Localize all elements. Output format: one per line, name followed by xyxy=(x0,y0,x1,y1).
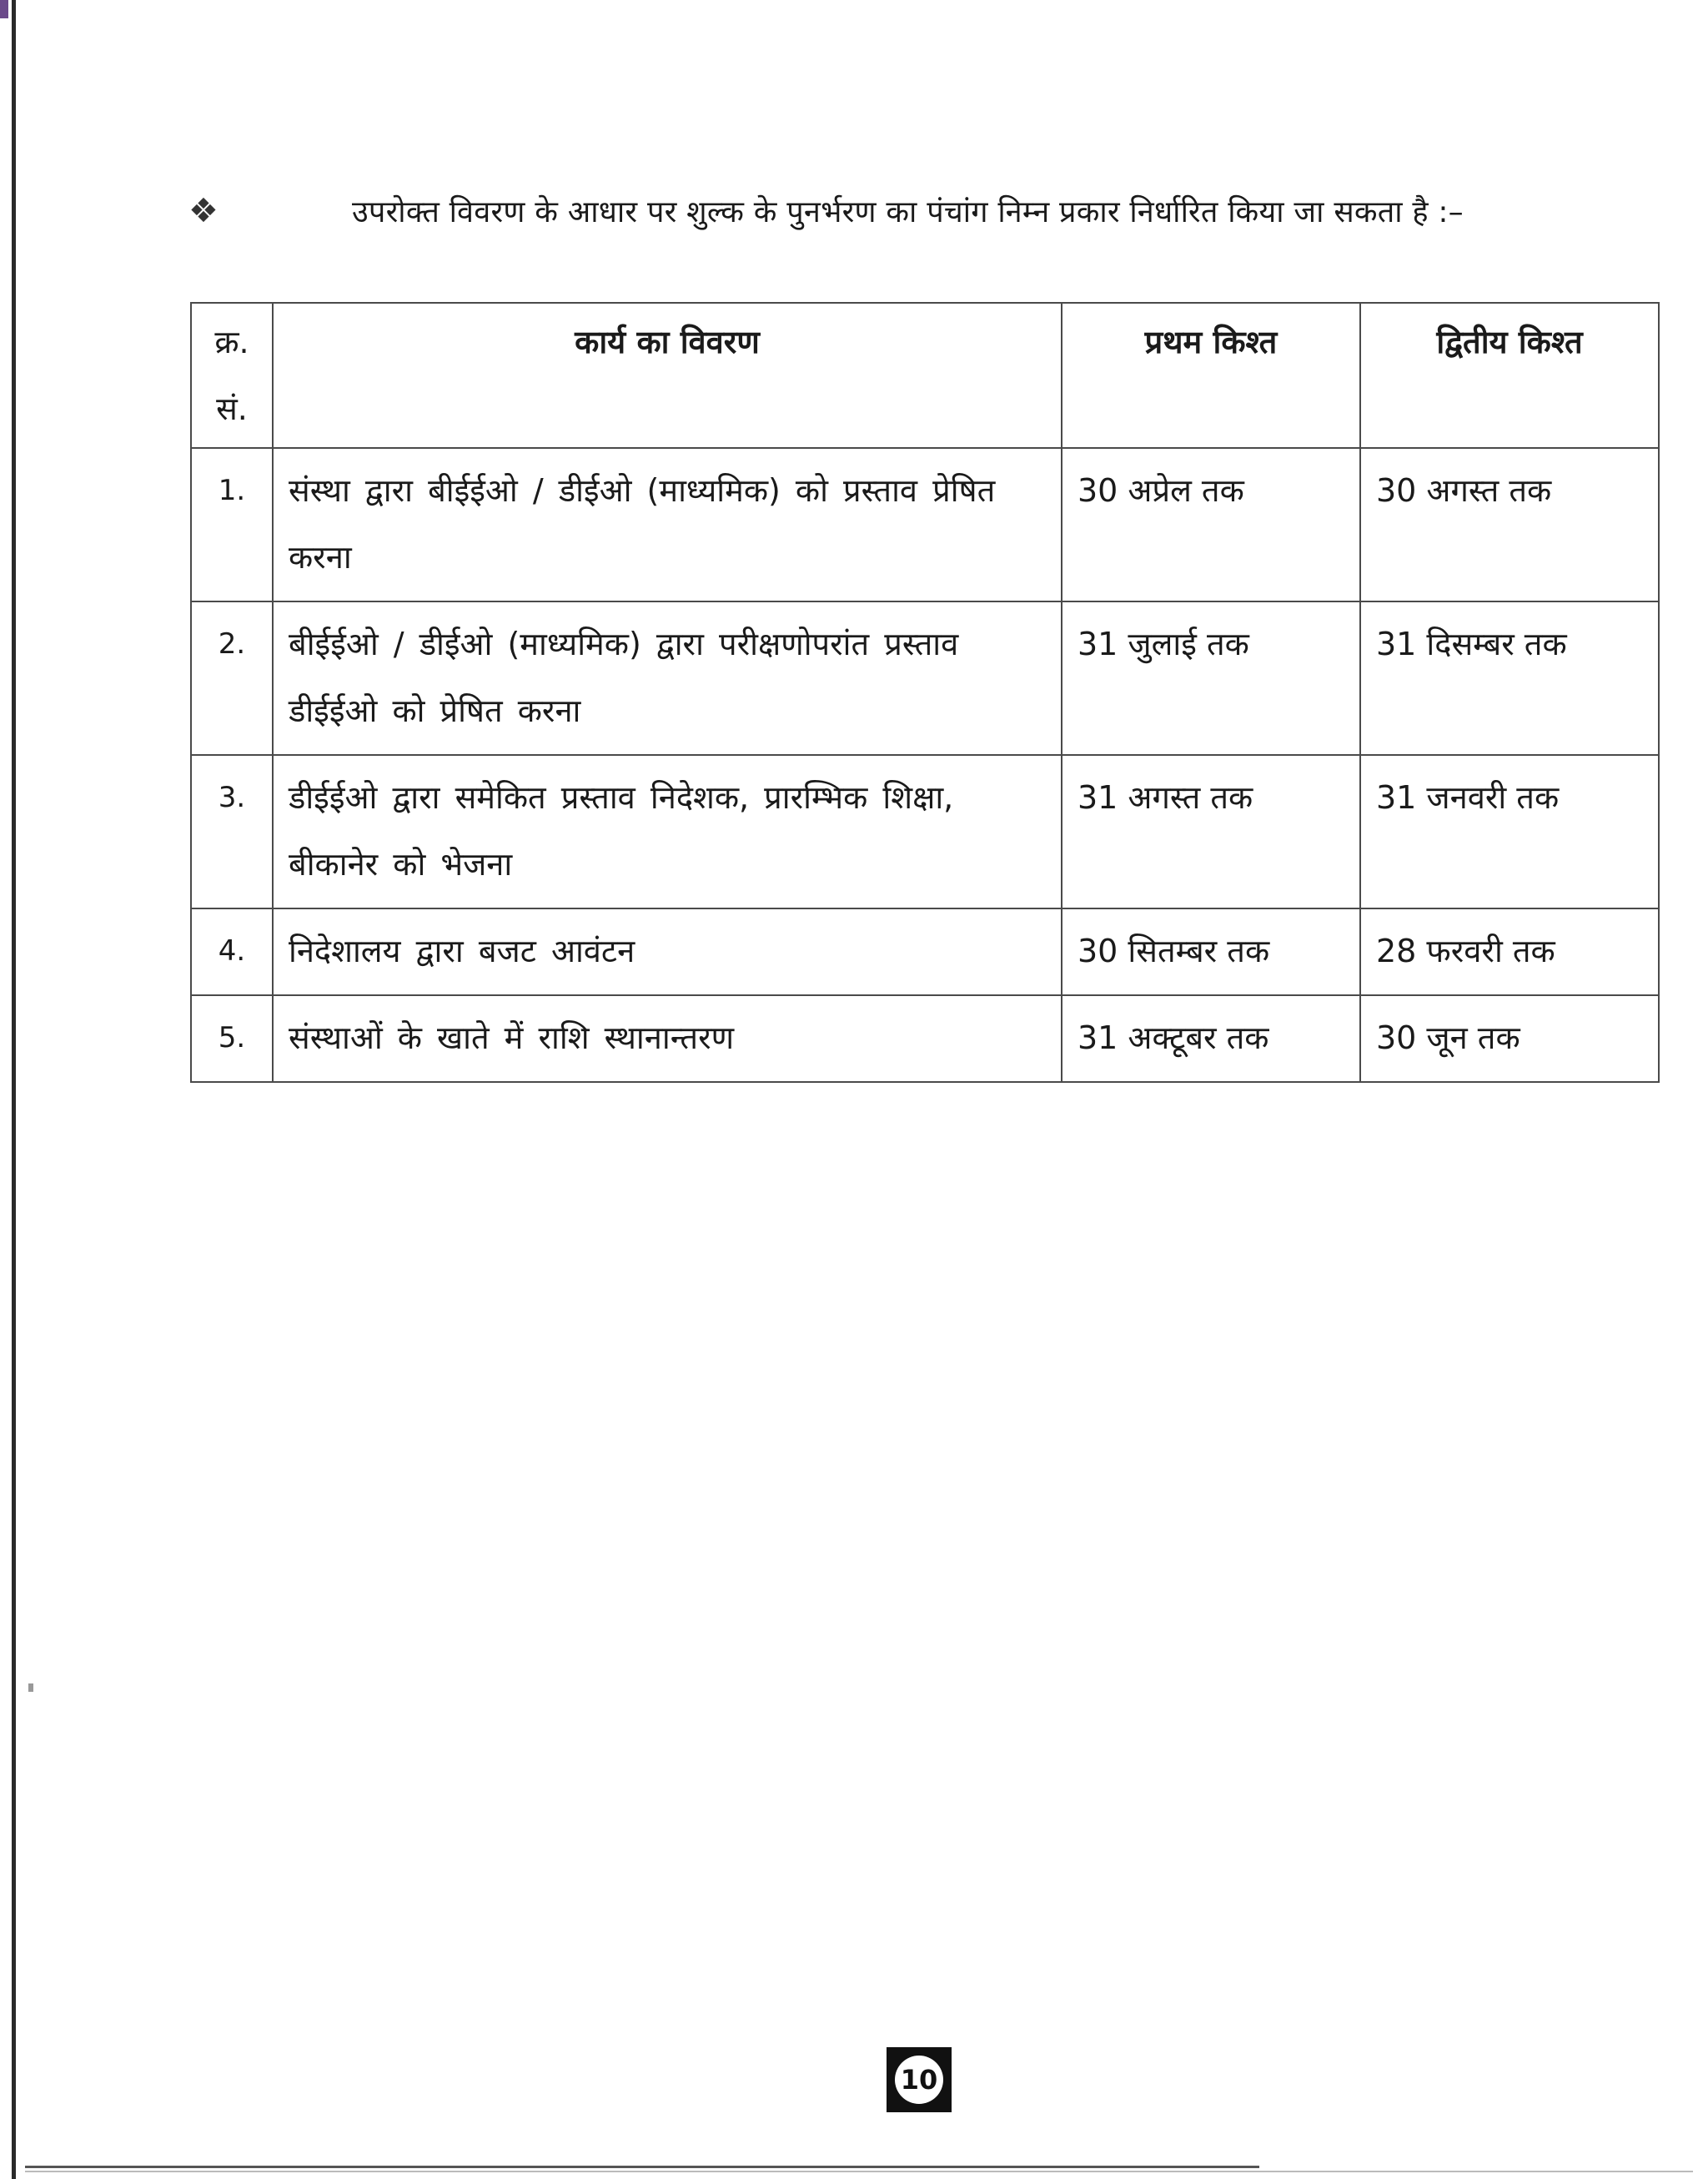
header-first-installment: प्रथम किश्त xyxy=(1062,303,1360,448)
table-row xyxy=(191,601,1659,755)
row-description: निदेशालय द्वारा बजट आवंटन xyxy=(273,908,1062,995)
intro-paragraph xyxy=(188,190,1656,231)
header-description: कार्य का विवरण xyxy=(273,303,1062,448)
scan-left-edge xyxy=(12,0,16,2179)
diamond-bullet-icon: ❖ xyxy=(188,191,219,230)
scan-bottom-edge-light xyxy=(25,2171,1693,2172)
row-second-installment: 28 फरवरी तक xyxy=(1360,908,1659,995)
row-serial-number: 2. xyxy=(191,601,273,755)
row-second-installment: 31 दिसम्बर तक xyxy=(1360,601,1659,755)
row-second-installment: 31 जनवरी तक xyxy=(1360,755,1659,908)
row-first-installment: 30 अप्रेल तक xyxy=(1062,448,1360,601)
row-description: डीईईओ द्वारा समेकित प्रस्ताव निदेशक, प्रारम्भिक शिक्षा, बीकानेर को भेजना xyxy=(273,755,1062,908)
table-row xyxy=(191,755,1659,908)
row-first-installment: 31 जुलाई तक xyxy=(1062,601,1360,755)
row-description: संस्थाओं के खाते में राशि स्थानान्तरण xyxy=(273,995,1062,1082)
row-second-installment: 30 अगस्त तक xyxy=(1360,448,1659,601)
scan-bottom-edge xyxy=(25,2166,1259,2168)
row-description: बीईईओ / डीईओ (माध्यमिक) द्वारा परीक्षणोपरांत प्रस्ताव डीईईओ को प्रेषित करना xyxy=(273,601,1062,755)
header-second-installment: द्वितीय किश्त xyxy=(1360,303,1659,448)
row-serial-number: 4. xyxy=(191,908,273,995)
table-row xyxy=(191,448,1659,601)
row-serial-number: 5. xyxy=(191,995,273,1082)
scan-edge-mark xyxy=(0,0,8,18)
row-second-installment: 30 जून तक xyxy=(1360,995,1659,1082)
table-row xyxy=(191,908,1659,995)
row-first-installment: 31 अगस्त तक xyxy=(1062,755,1360,908)
table-header-row xyxy=(191,303,1659,448)
row-first-installment: 31 अक्टूबर तक xyxy=(1062,995,1360,1082)
intro-text: उपरोक्त विवरण के आधार पर शुल्क के पुनर्भरण का पंचांग निम्न प्रकार निर्धारित किया जा सकता है :– xyxy=(352,195,1464,229)
page-number: 10 xyxy=(895,2056,943,2104)
header-serial-number: क्र. सं. xyxy=(191,303,273,448)
row-serial-number: 3. xyxy=(191,755,273,908)
table-row xyxy=(191,995,1659,1082)
page-number-badge xyxy=(887,2047,952,2112)
reimbursement-schedule-table xyxy=(190,302,1660,1083)
scan-speck xyxy=(28,1683,33,1692)
row-description: संस्था द्वारा बीईईओ / डीईओ (माध्यमिक) को प्रस्ताव प्रेषित करना xyxy=(273,448,1062,601)
row-serial-number: 1. xyxy=(191,448,273,601)
row-first-installment: 30 सितम्बर तक xyxy=(1062,908,1360,995)
